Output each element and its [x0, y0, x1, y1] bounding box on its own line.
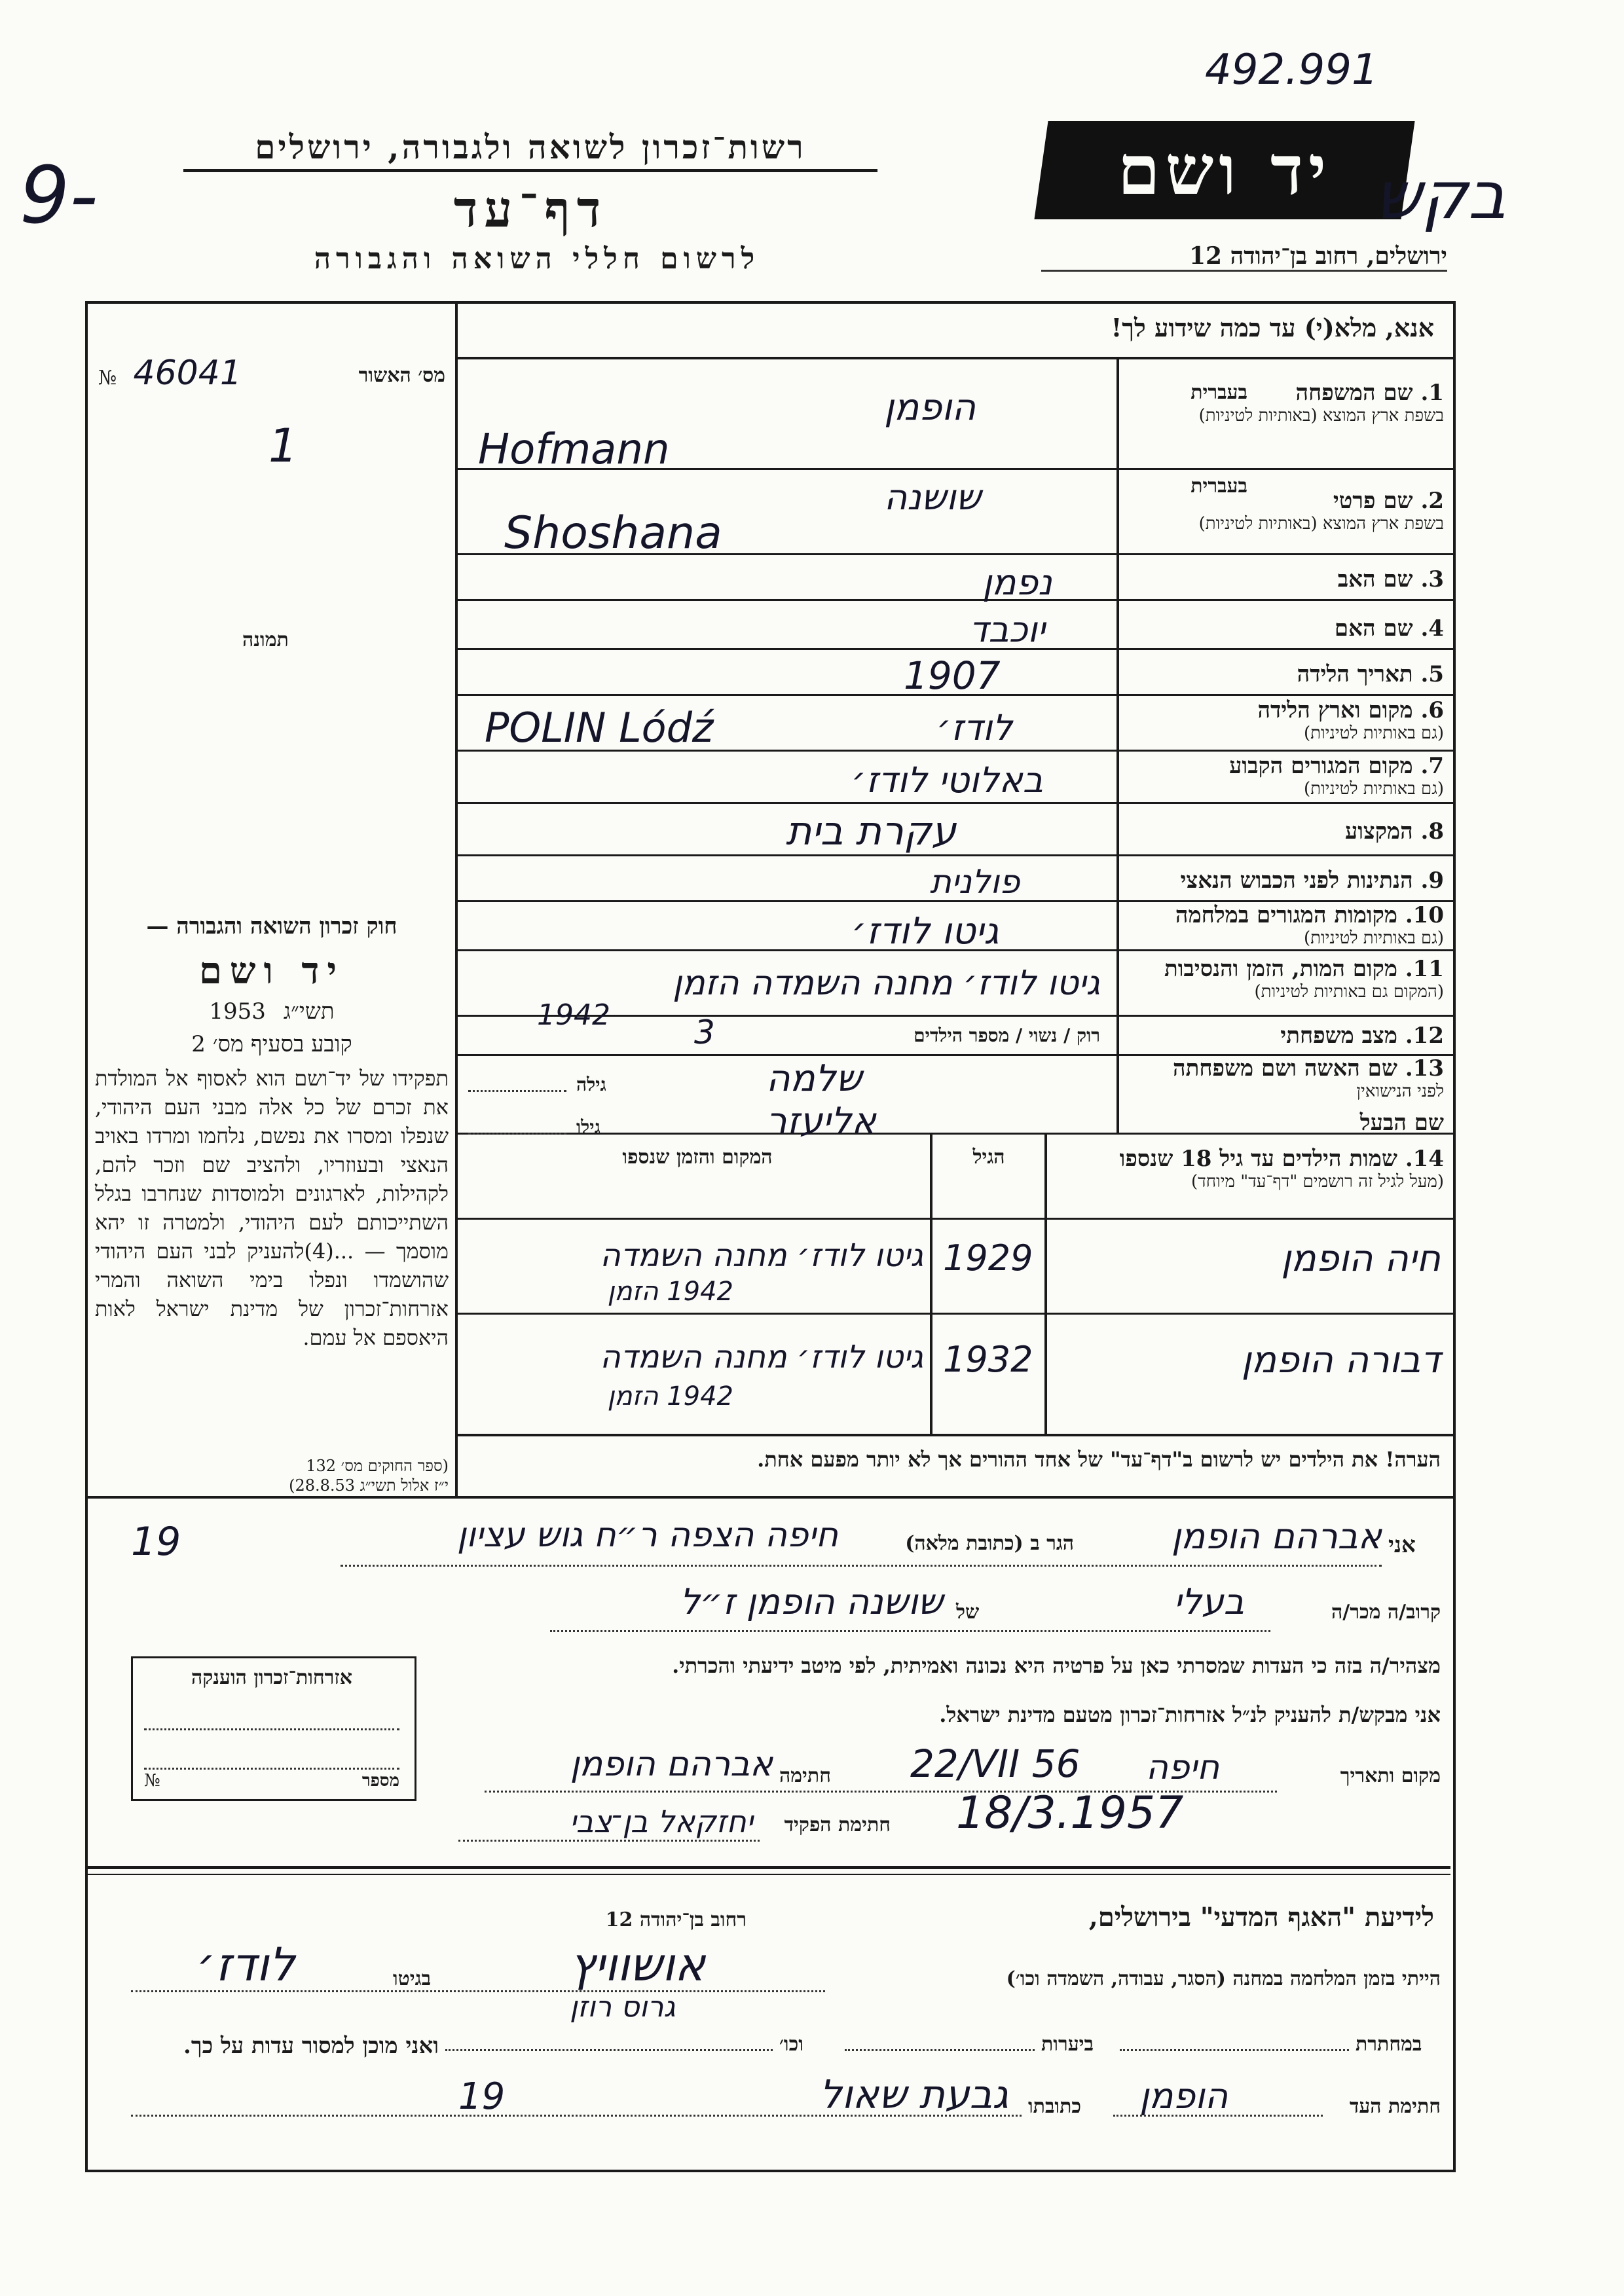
children-header: [1051, 1146, 1444, 1192]
field-11-title: מקום המות, הזמן והנסיבות: [1164, 956, 1397, 982]
field-10-label: [1123, 902, 1444, 948]
field-1-num: 1.: [1420, 380, 1444, 406]
address: ירושלים, רחוב בן־יהודה 12: [1041, 242, 1447, 272]
field-13-num: 13.: [1405, 1055, 1444, 1082]
field-7-value: באלוטי לודז׳: [851, 759, 1043, 801]
husband-label: שם הבעל: [1359, 1110, 1444, 1136]
field-5-title: תאריך הלידה: [1297, 661, 1413, 687]
children-header-line: [455, 1218, 1454, 1220]
child-1-name: חיה הופמן: [1281, 1237, 1441, 1280]
field-10-title: מקומות המגורים במלחמה: [1175, 902, 1397, 928]
info-address: רחוב בן־יהודה 12: [605, 1908, 747, 1931]
children-header-label: שמות הילדים עד גיל 18 שנספו: [1119, 1146, 1397, 1172]
info-line-6: [131, 2115, 1022, 2117]
field-9-label: [1123, 867, 1444, 894]
info-line-5: [1113, 2115, 1323, 2117]
info-witness-sig-value: הופמן: [1139, 2075, 1228, 2117]
field-3-num: 3.: [1420, 566, 1444, 592]
decl-line-4: [458, 1840, 760, 1842]
field-13-sub: לפני הנישואין: [1356, 1082, 1444, 1101]
child-2-year: 1932: [943, 1339, 1033, 1380]
field-4-label: [1123, 615, 1444, 642]
citizenship-box-title: אזרחות־זכרון הוענקה: [191, 1666, 353, 1689]
children-note: הערה! את הילדים יש לרשום ב"דף־עד" של אחד ההורים אך לא יותר מפעם אחת.: [757, 1447, 1441, 1472]
field-6-title: מקום וארץ הלידה: [1257, 697, 1413, 723]
field-9-title: הנתינות לפני הכבוש הנאצי: [1180, 867, 1413, 894]
field-2-sub: בשפת ארץ המוצא (באותיות לטיניות): [1198, 514, 1444, 534]
field-12-label: [1123, 1023, 1444, 1049]
info-divider: [85, 1866, 1450, 1869]
decl-house-no: 19: [131, 1519, 181, 1565]
field-6-num: 6.: [1420, 697, 1444, 723]
field-2-num: 2.: [1420, 488, 1444, 514]
field-5-label: [1123, 661, 1444, 687]
children-bottom-line: [455, 1434, 1454, 1436]
decl-place-value: חיפה: [1146, 1748, 1220, 1787]
decl-i-label: אני: [1388, 1532, 1416, 1558]
approval-no-value: 46041: [133, 354, 242, 393]
decl-of-value: שושנה הופמן ז״ל: [680, 1581, 943, 1622]
top-annotation: 492.991: [1205, 46, 1378, 94]
field-7-num: 7.: [1420, 753, 1444, 779]
field-10-value: גיטו לודז׳: [851, 910, 999, 953]
field-11-num: 11.: [1405, 956, 1444, 982]
child-2-name: דבורה הופמן: [1241, 1339, 1441, 1381]
note-bottom-line: [455, 1496, 1454, 1499]
info-line-2: [1120, 2049, 1349, 2051]
field-1-value-he: הופמן: [884, 386, 976, 429]
law-body: תפקידו של יד־ושם הוא לאסוף אל המולדת את זכרם של כל אלה מבני העם היהודי, שנפלו ומסרו את נפשם, נלחמו ומרדו באויב הנאצי ובעוזריו, ולהציב שם וזכר להם, לקהילות, לארגונים ולמוסדות שנחרבו בגלל השתייכותם לעם היהודי, ולמטרה זו יהא מוסמך — ...(4)להעניק לבני העם היהודי שהושמדו ונפלו בימי השואה והמרי אזרחות־זכרון של מדינת ישראל לאות היאספם אל עמם.: [95, 1066, 449, 1350]
field-3-title: שם האב: [1337, 566, 1413, 592]
law-title: חוק זכרון השואה והגבורה —: [146, 913, 397, 939]
field-2-value-latin: Shoshana: [504, 507, 722, 559]
law-year-num: 1953: [209, 998, 266, 1025]
info-camp-value-2: גרוס רוזן: [570, 1990, 676, 2024]
info-year-mark: 19: [458, 2075, 506, 2118]
children-col-2: [930, 1133, 932, 1434]
field-7-sub: (גם באותיות לטיניות): [1303, 779, 1444, 799]
info-address-value: גבעת שאול: [819, 2072, 1008, 2118]
decl-date-value: 22/VII 56: [910, 1741, 1080, 1786]
decl-statement: מצהיר/ה בזה כי העדות שמסרתי כאן על פרטיה היא נכונה ואמיתית, לפי מיטב ידיעתי והכרתי.: [672, 1653, 1441, 1678]
left-column-divider: [455, 301, 458, 1496]
field-11-label: [1123, 956, 1444, 1002]
citizenship-number: [144, 1771, 399, 1791]
org-title: רשות־זכרון לשואה ולגבורה, ירושלים: [183, 128, 877, 172]
field-10-num: 10.: [1405, 902, 1444, 928]
law-clause: קובע בסעיף מס׳ 2: [191, 1031, 352, 1057]
field-8-label: [1123, 818, 1444, 845]
decl-relative-label: קרוב/ה מכר/ה: [1331, 1601, 1441, 1624]
field-11-sub: (המקום גם באותיות לטיניות): [1254, 982, 1444, 1002]
info-camp-value: אושוויץ: [570, 1938, 706, 1992]
info-witness-sig-label: חתימת העד: [1349, 2095, 1441, 2118]
row-line-4: [455, 648, 1454, 650]
field-2-value-he: שושנה: [884, 477, 982, 518]
field-2-title: שם פרטי: [1333, 488, 1413, 514]
form-title: דף־עד: [453, 180, 608, 238]
decl-signature-value: אברהם הופמן: [570, 1745, 773, 1784]
field-7-label: [1123, 753, 1444, 799]
decl-resides-value: חיפה הצפה ר״ח גוש עציון: [456, 1516, 838, 1555]
field-2-in-hebrew: בעברית: [1190, 475, 1247, 498]
decl-line-2: [550, 1630, 1270, 1632]
field-8-value: עקרת בית: [786, 809, 957, 854]
row-line-3: [455, 599, 1454, 601]
field-1-in-hebrew: בעברית: [1190, 381, 1247, 404]
info-title: לידיעת "האגף המדעי" בירושלים,: [1088, 1902, 1434, 1933]
decl-place-date-label: מקום ותאריך: [1340, 1764, 1441, 1787]
info-line-4: [445, 2049, 773, 2051]
info-divider-2: [85, 1874, 1450, 1875]
info-ghetto-value: לודז׳: [196, 1938, 295, 1992]
form-subtitle: לרשום חללי השואה והגבורה: [314, 242, 760, 276]
children-header-num: 14.: [1405, 1146, 1444, 1172]
field-4-title: שם האם: [1334, 615, 1413, 642]
decl-of-label: של: [956, 1601, 980, 1624]
decl-relative-value: בעלי: [1173, 1581, 1244, 1622]
info-etc-label: וכו׳: [779, 2033, 803, 2056]
child-2-place: גיטו לודז׳ מחנה השמדה: [600, 1339, 923, 1376]
decl-line-1: [341, 1565, 1382, 1567]
children-count: 3: [694, 1013, 715, 1051]
info-camp-label: הייתי בזמן המלחמה במחנה (הסגר, עבודה, השמדה וכו׳): [1006, 1967, 1441, 1990]
decl-officer-label: חתימת הפקיד: [784, 1813, 891, 1836]
info-line-1: [131, 1990, 825, 1992]
citizenship-line-2: [144, 1768, 399, 1770]
field-6-value-latin: POLIN Lódź: [485, 704, 714, 752]
field-4-num: 4.: [1420, 615, 1444, 642]
field-4-value: יוכבד: [969, 609, 1046, 650]
info-line-3: [845, 2049, 1035, 2051]
info-address-label: כתובתו: [1028, 2095, 1082, 2118]
field-3-value: נפמן: [982, 562, 1052, 603]
law-ref-2: י״ז אלול תשי״ג 28.8.53): [289, 1476, 449, 1495]
field-7-title: מקום המגורים הקבוע: [1229, 753, 1413, 779]
field-5-value: 1907: [904, 653, 1001, 698]
marital-options: רוק / נשוי / מספר הילדים: [913, 1025, 1100, 1046]
wife-age-dots: [468, 1090, 566, 1092]
decl-signature-label: חתימה: [779, 1764, 831, 1787]
field-12-title: מצב משפחתי: [1280, 1023, 1397, 1049]
field-3-label: [1123, 566, 1444, 592]
row-line-7: [455, 802, 1454, 804]
decl-i-value: אברהם הופמן: [1171, 1516, 1382, 1557]
photo-label: תמונה: [242, 629, 289, 651]
decl-request: אני מבקש/ת להעניק לנ״ל אזרחות־זכרון מטעם מדינת ישראל.: [939, 1702, 1441, 1727]
children-header-sub: (מעל לגיל זה רושמים "דף־עד" מיוחד): [1191, 1172, 1444, 1192]
handwritten-corner: בקש: [1375, 157, 1506, 234]
husband-age-dots: [468, 1133, 566, 1135]
approval-no-label: מס׳ האשור: [358, 364, 445, 387]
decl-officer-value: יחזקאל בן־צבי: [569, 1804, 753, 1839]
info-forests-label: ביערות: [1041, 2033, 1094, 2056]
children-row-line: [455, 1313, 1454, 1315]
field-12-num: 12.: [1405, 1023, 1444, 1049]
law-year: [95, 998, 449, 1025]
field-1-title: שם המשפחה: [1295, 380, 1413, 406]
field-1-sub: בשפת ארץ המוצא (באותיות לטיניות): [1198, 406, 1444, 426]
field-6-sub: (גם באותיות לטיניות): [1303, 723, 1444, 743]
field-5-num: 5.: [1420, 661, 1444, 687]
children-col-1: [1044, 1133, 1047, 1434]
approval-no-prefix: №: [98, 367, 117, 390]
approval-block: [98, 354, 445, 393]
field-9-num: 9.: [1420, 867, 1444, 894]
left-col-bottom-line: [85, 1496, 458, 1499]
child-1-place-2: 1942 הזמן: [607, 1277, 733, 1307]
field-11-year: 1942: [537, 998, 610, 1032]
children-place-col: המקום והזמן שנספו: [622, 1146, 773, 1169]
citizenship-number-prefix: №: [144, 1771, 160, 1791]
husband-name-value: אליעזר: [766, 1100, 876, 1142]
instruction: אנא, מלא(י) עד כמה שידוע לך!: [1111, 313, 1434, 342]
logo-text: יד ושם: [1117, 130, 1332, 210]
wife-age-label: גילה: [576, 1074, 606, 1095]
margin-mark: 9-: [20, 151, 98, 242]
citizenship-number-label: מספר: [361, 1771, 399, 1791]
info-ghetto-label: בגיטו: [393, 1967, 432, 1990]
decl-resides-label: הגר ב (כתובת מלאה): [905, 1532, 1074, 1555]
field-6-label: [1123, 697, 1444, 743]
law-logo: יד ושם: [198, 949, 345, 993]
row-line-8: [455, 854, 1454, 856]
law-ref-1: (ספר החוקים מס׳ 132: [306, 1457, 449, 1475]
info-hiding-label: במחתרת: [1356, 2033, 1422, 2056]
field-6-value-he: לודז׳: [936, 707, 1013, 748]
field-8-num: 8.: [1420, 818, 1444, 845]
field-13-title: שם האשה ושם משפחתה: [1173, 1055, 1397, 1082]
approval-sub: 1: [268, 419, 298, 473]
decl-officer-date: 18/3.1957: [956, 1787, 1184, 1839]
child-2-place-2: 1942 הזמן: [607, 1381, 733, 1412]
field-11-value: גיטו לודז׳ מחנה השמדה הזמן: [673, 964, 1100, 1003]
field-10-sub: (גם באותיות לטיניות): [1303, 928, 1444, 948]
field-1-value-latin: Hofmann: [478, 426, 670, 474]
child-1-place: גיטו לודז׳ מחנה השמדה: [600, 1237, 923, 1274]
info-willing: ואני מוכן למסור עדות על כך.: [183, 2033, 439, 2059]
field-13-label: [1123, 1055, 1444, 1101]
child-1-year: 1929: [943, 1237, 1033, 1279]
law-year-he: תשי״ג: [283, 998, 335, 1025]
children-age-col: הגיל: [972, 1146, 1005, 1169]
field-8-title: המקצוע: [1344, 818, 1413, 845]
field-9-value: פולנית: [930, 863, 1020, 901]
citizenship-line-1: [144, 1728, 399, 1730]
yad-vashem-logo: [1034, 121, 1414, 219]
husband-age-label: גילו: [576, 1116, 600, 1138]
wife-name-value: שלמה: [766, 1057, 862, 1100]
instruction-divider: [455, 357, 1454, 359]
